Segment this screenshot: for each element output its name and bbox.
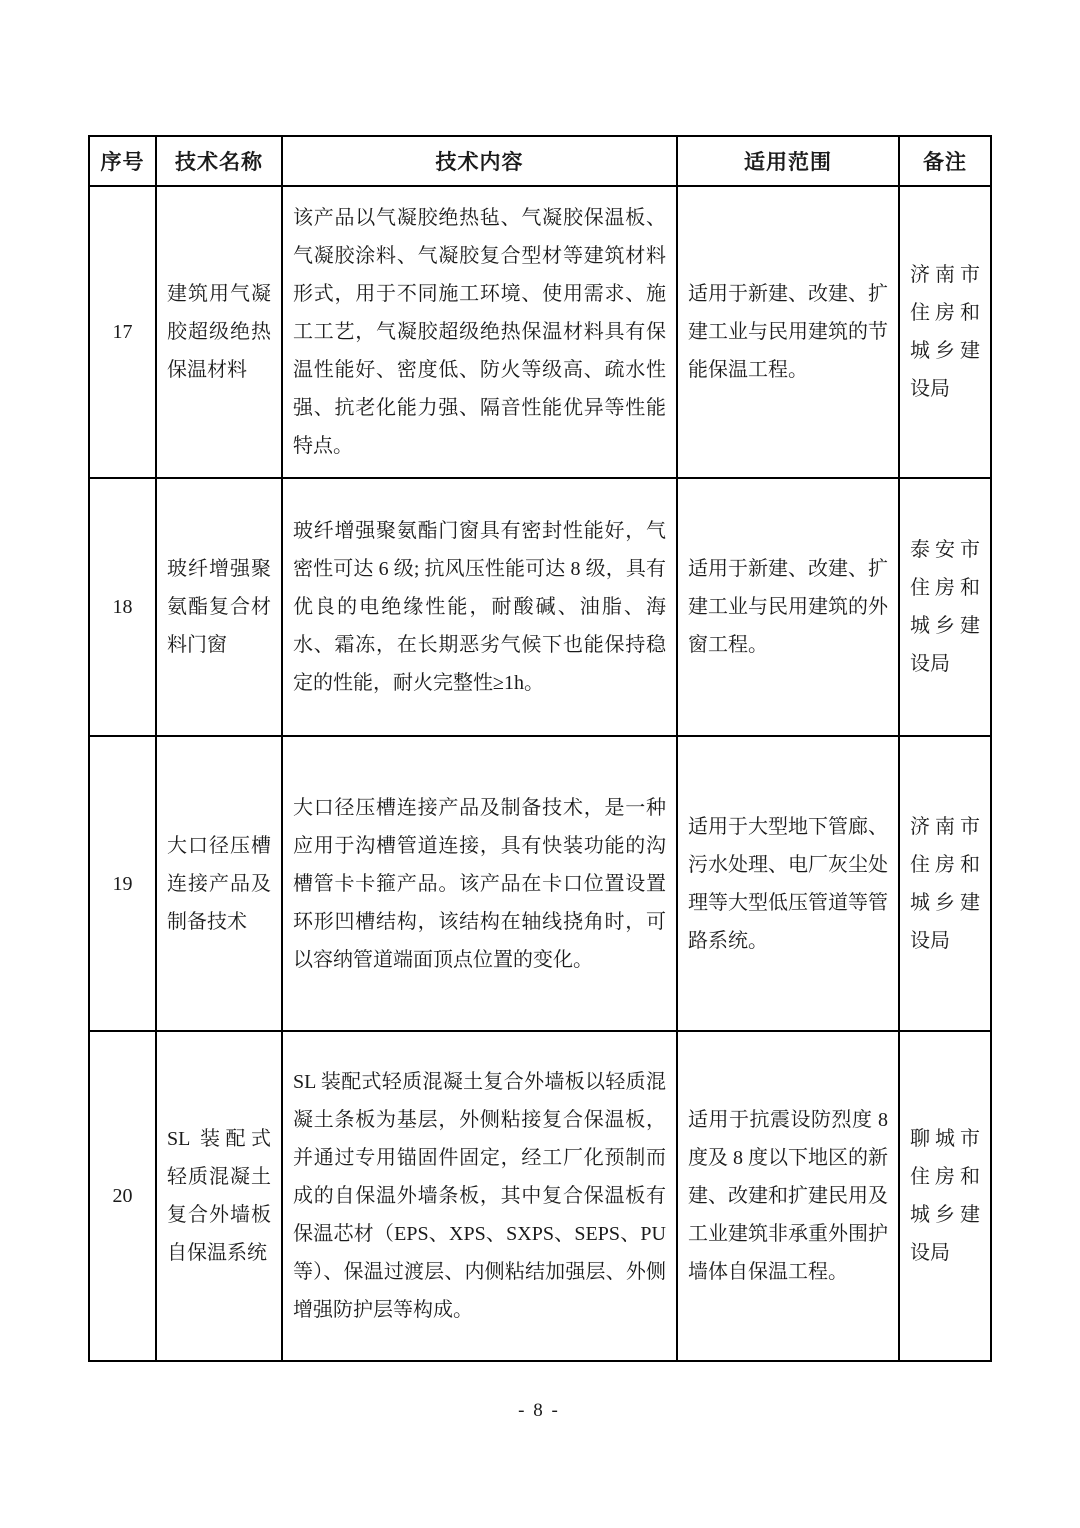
header-scope: 适用范围 bbox=[677, 136, 899, 186]
table-row-17 bbox=[89, 186, 991, 478]
cell-tech-name: 建筑用气凝胶超级绝热保温材料 bbox=[156, 186, 282, 478]
cell-serial-number: 20 bbox=[89, 1031, 156, 1361]
table-row-20 bbox=[89, 1031, 991, 1361]
header-tech-content: 技术内容 bbox=[282, 136, 677, 186]
cell-tech-content: 大口径压槽连接产品及制备技术，是一种应用于沟槽管道连接，具有快装功能的沟槽管卡卡箍产品。该产品在卡口位置设置环形凹槽结构，该结构在轴线挠角时，可以容纳管道端面顶点位置的变化。 bbox=[282, 736, 677, 1031]
cell-serial-number: 19 bbox=[89, 736, 156, 1031]
cell-remark: 聊城市住房和城乡建设局 bbox=[899, 1031, 991, 1361]
header-row bbox=[89, 136, 991, 186]
header-remark: 备注 bbox=[899, 136, 991, 186]
table-row-18 bbox=[89, 478, 991, 736]
header-tech-name: 技术名称 bbox=[156, 136, 282, 186]
cell-serial-number: 17 bbox=[89, 186, 156, 478]
cell-scope: 适用于抗震设防烈度 8 度及 8 度以下地区的新建、改建和扩建民用及工业建筑非承重外围护墙体自保温工程。 bbox=[677, 1031, 899, 1361]
cell-tech-content: 该产品以气凝胶绝热毡、气凝胶保温板、气凝胶涂料、气凝胶复合型材等建筑材料形式，用于不同施工环境、使用需求、施工工艺，气凝胶超级绝热保温材料具有保温性能好、密度低、防火等级高、疏水性强、抗老化能力强、隔音性能优异等性能特点。 bbox=[282, 186, 677, 478]
cell-tech-name: 大口径压槽连接产品及制备技术 bbox=[156, 736, 282, 1031]
cell-tech-content: 玻纤增强聚氨酯门窗具有密封性能好，气密性可达 6 级; 抗风压性能可达 8 级，具有优良的电绝缘性能，耐酸碱、油脂、海水、霜冻，在长期恶劣气候下也能保持稳定的性能，耐火完整性≥1h。 bbox=[282, 478, 677, 736]
header-serial-number: 序号 bbox=[89, 136, 156, 186]
cell-tech-name: SL 装配式轻质混凝土复合外墙板自保温系统 bbox=[156, 1031, 282, 1361]
cell-serial-number: 18 bbox=[89, 478, 156, 736]
cell-tech-name: 玻纤增强聚氨酯复合材料门窗 bbox=[156, 478, 282, 736]
cell-scope: 适用于新建、改建、扩建工业与民用建筑的外窗工程。 bbox=[677, 478, 899, 736]
cell-remark: 济南市住房和城乡建设局 bbox=[899, 186, 991, 478]
cell-scope: 适用于大型地下管廊、污水处理、电厂灰尘处理等大型低压管道等管路系统。 bbox=[677, 736, 899, 1031]
table-header bbox=[89, 136, 991, 186]
page-number: - 8 - bbox=[518, 1400, 560, 1421]
technology-table bbox=[88, 135, 992, 1362]
table-body bbox=[89, 186, 991, 1361]
cell-tech-content: SL 装配式轻质混凝土复合外墙板以轻质混凝土条板为基层，外侧粘接复合保温板，并通过专用锚固件固定，经工厂化预制而成的自保温外墙条板，其中复合保温板有保温芯材（EPS、XPS、SXPS、SEPS、PU 等）、保温过渡层、内侧粘结加强层、外侧增强防护层等构成。 bbox=[282, 1031, 677, 1361]
cell-remark: 泰安市住房和城乡建设局 bbox=[899, 478, 991, 736]
table-row-19 bbox=[89, 736, 991, 1031]
cell-remark: 济南市住房和城乡建设局 bbox=[899, 736, 991, 1031]
cell-scope: 适用于新建、改建、扩建工业与民用建筑的节能保温工程。 bbox=[677, 186, 899, 478]
